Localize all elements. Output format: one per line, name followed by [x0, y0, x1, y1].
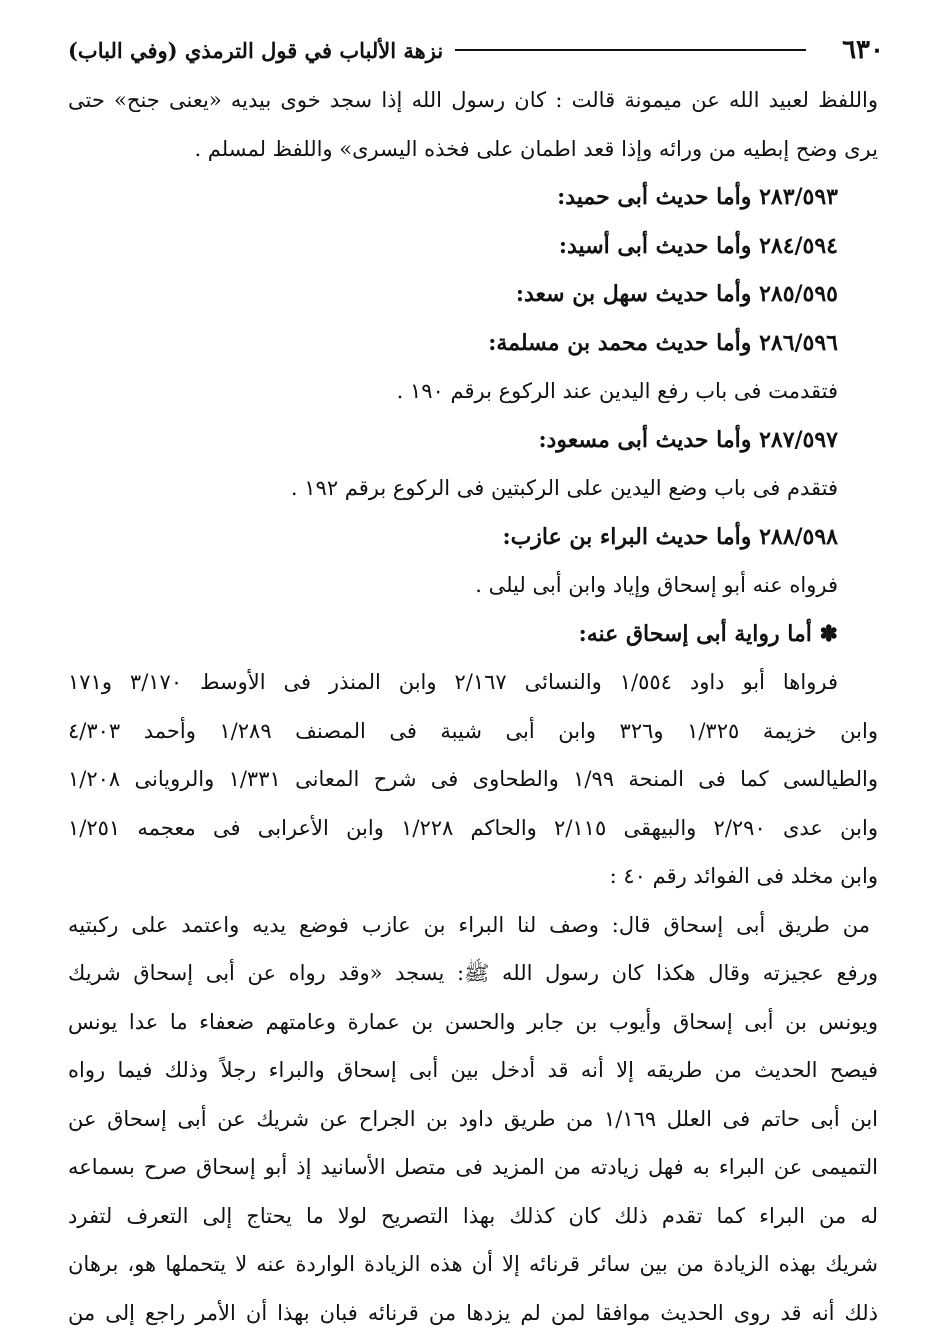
section-heading: ٢٨٤/٥٩٤ وأما حديث أبى أسيد:: [558, 232, 838, 259]
running-title: نزهة الألباب في قول الترمذي (وفي الباب): [68, 37, 444, 63]
text-line: ويونس بن أبى إسحاق وأيوب بن جابر والحسن بن عمارة وعامتهم ضعفاء ما عدا يونس: [68, 1009, 878, 1034]
text-line: ورفع عجيزته وقال هكذا كان رسول الله ﷺ: يسجد «وقد رواه عن أبى إسحاق شريك: [68, 961, 878, 985]
text-line: شريك بهذه الزيادة من بين سائر قرنائه إلا أن هذه الزيادة الواردة عنه لا يتحملها هو، برهان: [68, 1252, 878, 1276]
section-heading: ٢٨٧/٥٩٧ وأما حديث أبى مسعود:: [538, 426, 838, 453]
section-heading: ٢٨٦/٥٩٦ وأما حديث محمد بن مسلمة:: [488, 329, 838, 356]
text-line: فتقدم فى باب وضع اليدين على الركبتين فى الركوع برقم ١٩٢ .: [290, 476, 838, 500]
text-line: وابن مخلد فى الفوائد رقم ٤٠ :: [609, 864, 878, 888]
text-line: ابن أبى حاتم فى العلل ١/١٦٩ من طريق داود بن الجراح عن شريك عن أبى إسحاق عن: [68, 1106, 878, 1131]
text-line: ذلك أنه قد روى الحديث موافقا لمن لم يزدها من قرنائه فبان بهذا أن الأمر راجع إلى من: [68, 1300, 878, 1325]
text-line: له من البراء كما تقدم ذلك كان كذلك بهذا التصريح لولا ما يحتاج إلى التعرف لتفرد: [68, 1203, 878, 1228]
page-header: [68, 30, 884, 70]
section-heading: ٢٨٣/٥٩٣ وأما حديث أبى حميد:: [557, 184, 838, 210]
text-line: التميمى عن البراء به فهل زيادته من المزيد فى متصل الأسانيد إذ أبو إسحاق صرح بسماعه: [68, 1155, 878, 1179]
text-line: وابن خزيمة ١/٣٢٥ و٣٢٦ وابن أبى شيبة فى المصنف ١/٢٨٩ وأحمد ٤/٣٠٣: [68, 718, 878, 743]
text-line: فرواه عنه أبو إسحاق وإياد وابن أبى ليلى .: [475, 573, 838, 597]
text-line: يرى وضح إبطيه من ورائه وإذا قعد اطمان على فخذه اليسرى» واللفظ لمسلم .: [194, 136, 878, 161]
text-line: فيصح الحديث من طريقه إلا أنه قد أدخل بين أبى إسحاق والبراء رجلاً وذلك فيما رواه: [68, 1058, 878, 1082]
header-rule: [455, 49, 806, 51]
text-line: والطيالسى كما فى المنحة ١/٩٩ والطحاوى فى شرح المعانى ١/٣٣١ والرويانى ١/٢٠٨: [68, 767, 878, 791]
text-line: فرواها أبو داود ١/٥٥٤ والنسائى ٢/١٦٧ وابن المنذر فى الأوسط ٣/١٧٠ و١٧١: [68, 670, 838, 694]
text-line: وابن عدى ٢/٢٩٠ والبيهقى ٢/١١٥ والحاكم ١/٢٢٨ وابن الأعرابى فى معجمه ١/٢٥١: [68, 815, 878, 840]
text-line: فتقدمت فى باب رفع اليدين عند الركوع برقم ١٩٠ .: [396, 379, 838, 403]
text-line: واللفظ لعبيد الله عن ميمونة قالت : كان رسول الله إذا سجد خوى بيديه «يعنى جنح» حتى: [68, 88, 878, 112]
text-line: من طريق أبى إسحاق قال: وصف لنا البراء بن عازب فوضع يديه واعتمد على ركبتيه: [68, 912, 870, 937]
section-heading: ✽ أما رواية أبى إسحاق عنه:: [578, 620, 838, 647]
page-number: ٦٣٠: [842, 35, 884, 65]
section-heading: ٢٨٥/٥٩٥ وأما حديث سهل بن سعد:: [515, 281, 838, 307]
section-heading: ٢٨٨/٥٩٨ وأما حديث البراء بن عازب:: [502, 523, 838, 550]
page-body: [68, 76, 878, 1337]
